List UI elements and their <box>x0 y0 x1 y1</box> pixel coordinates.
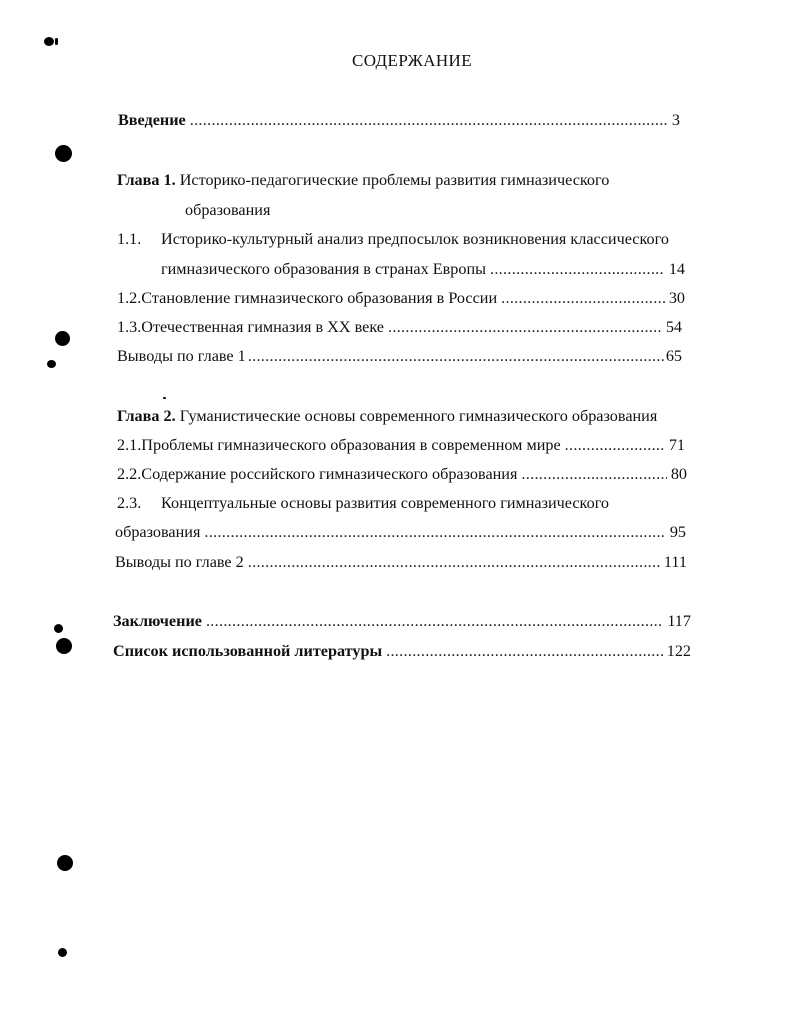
toc-section-1-1-number: 1.1. <box>117 230 142 248</box>
toc-section-2-3-number: 2.3. <box>117 494 142 512</box>
toc-section-2-3-page: 95 <box>669 523 686 541</box>
toc-chapter-2-conclusion[interactable] <box>115 551 687 573</box>
toc-leader <box>501 287 665 309</box>
toc-entry-bibliography[interactable] <box>113 640 691 662</box>
toc-chapter-1-conclusion-label: Выводы по главе 1 <box>117 347 246 365</box>
toc-section-1-3-title: Отечественная гимназия в XX веке <box>141 318 384 336</box>
toc-chapter-1-conclusion-page: 65 <box>665 347 682 365</box>
toc-section-2-2-page: 80 <box>670 465 687 483</box>
scan-mark <box>58 948 67 957</box>
toc-leader <box>386 640 663 662</box>
toc-chapter-2-conclusion-page: 111 <box>663 553 687 571</box>
toc-bibliography-page: 122 <box>666 642 691 660</box>
toc-section-2-1[interactable] <box>117 434 685 456</box>
toc-entry-intro[interactable] <box>118 109 680 131</box>
toc-chapter-1-conclusion[interactable] <box>117 345 682 367</box>
toc-chapter-1-title-line2: образования <box>185 201 271 219</box>
toc-section-1-1-page: 14 <box>668 260 685 278</box>
toc-bibliography-label: Список использованной литературы <box>113 642 383 660</box>
toc-section-1-2-page: 30 <box>668 289 685 307</box>
toc-section-2-2-number: 2.2. <box>117 465 142 483</box>
toc-chapter-2-conclusion-label: Выводы по главе 2 <box>115 553 244 571</box>
toc-leader <box>206 610 663 632</box>
toc-section-1-1-cont[interactable] <box>161 258 685 280</box>
toc-chapter-1-heading-cont <box>185 199 270 221</box>
toc-leader <box>190 109 668 131</box>
toc-section-2-3-title-line1: Концептуальные основы развития современного гимназического <box>161 494 610 512</box>
toc-section-2-1-number: 2.1. <box>117 436 142 454</box>
toc-section-2-3-title-line2: образования <box>115 523 201 541</box>
binder-hole-mark <box>54 624 63 633</box>
scan-mark <box>47 360 56 368</box>
toc-section-1-1[interactable] <box>117 228 669 250</box>
toc-section-1-3-number: 1.3. <box>117 318 142 336</box>
toc-leader <box>565 434 665 456</box>
toc-section-1-2-number: 1.2. <box>117 289 142 307</box>
toc-chapter-1-label: Глава 1. <box>117 171 176 189</box>
toc-section-1-3-page: 54 <box>665 318 682 336</box>
toc-leader <box>521 463 666 485</box>
toc-section-1-1-title-line2: гимназического образования в странах Европы <box>161 260 486 278</box>
binder-hole-mark <box>55 145 72 162</box>
toc-conclusion-page: 117 <box>667 612 691 630</box>
toc-intro-label: Введение <box>118 111 186 129</box>
toc-section-2-3-cont[interactable] <box>115 521 686 543</box>
toc-section-1-1-title-line1: Историко-культурный анализ предпосылок возникновения классического <box>161 230 669 248</box>
toc-section-2-2-title: Содержание российского гимназического образования <box>141 465 518 483</box>
scan-mark <box>55 38 58 45</box>
toc-leader <box>248 551 660 573</box>
toc-leader <box>490 258 665 280</box>
toc-chapter-2-heading[interactable] <box>117 405 657 427</box>
toc-chapter-1-title-line1: Историко-педагогические проблемы развития гимназического <box>179 171 610 189</box>
toc-section-1-3[interactable] <box>117 316 682 338</box>
toc-chapter-2-title: Гуманистические основы современного гимназического образования <box>179 407 658 425</box>
toc-leader <box>388 316 662 338</box>
toc-entry-conclusion[interactable] <box>113 610 691 632</box>
binder-hole-mark <box>55 331 70 346</box>
toc-conclusion-label: Заключение <box>113 612 202 630</box>
binder-hole-mark <box>57 855 73 871</box>
page-title: СОДЕРЖАНИЕ <box>351 51 473 70</box>
scan-mark <box>44 37 54 46</box>
scan-mark <box>163 397 166 399</box>
binder-hole-mark <box>56 638 72 654</box>
toc-section-1-2-title: Становление гимназического образования в России <box>141 289 498 307</box>
toc-section-2-1-title: Проблемы гимназического образования в современном мире <box>141 436 561 454</box>
toc-section-2-2[interactable] <box>117 463 687 485</box>
toc-section-1-2[interactable] <box>117 287 685 309</box>
toc-leader <box>204 521 665 543</box>
toc-intro-page: 3 <box>671 111 680 129</box>
toc-section-2-1-page: 71 <box>668 436 685 454</box>
toc-chapter-1-heading[interactable] <box>117 169 609 191</box>
toc-chapter-2-label: Глава 2. <box>117 407 176 425</box>
toc-section-2-3[interactable] <box>117 492 609 514</box>
toc-leader <box>248 345 666 367</box>
